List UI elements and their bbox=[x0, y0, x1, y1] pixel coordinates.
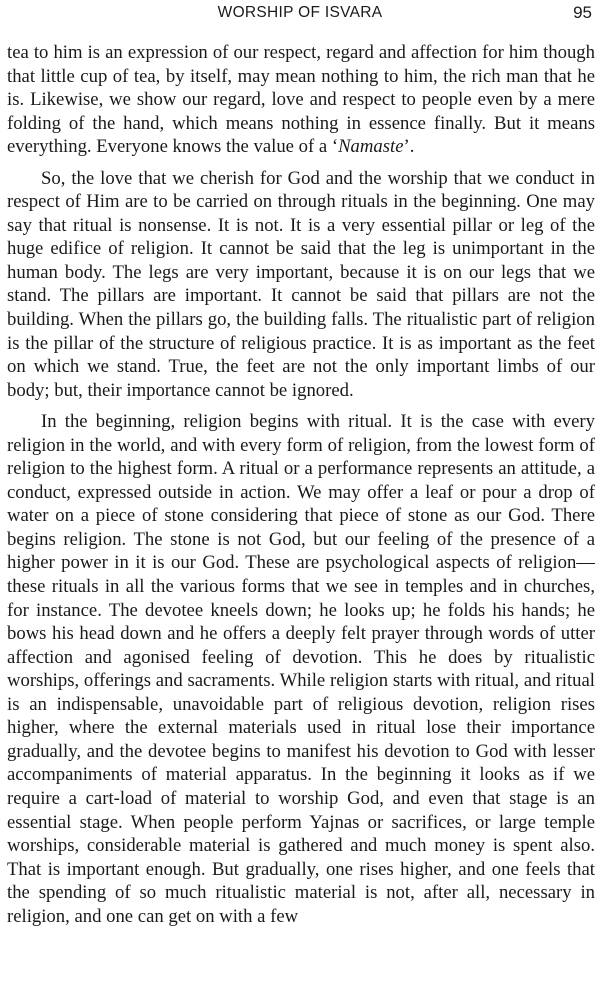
paragraph-text-end: ’. bbox=[403, 136, 415, 158]
page-number: 95 bbox=[573, 3, 592, 22]
running-title: WORSHIP OF ISVARA bbox=[217, 4, 383, 21]
running-header bbox=[0, 3, 600, 25]
paragraph: So, the love that we cherish for God and the worship that we conduct in respect of Him are to be carried on through rituals in the beginning. One may say that ritual is nonsense. It is not. It is a very essential pillar or leg of the huge edifice of religion. It cannot be said that the leg is unimportant in the human body. The legs are very important, because it is on our legs that we stand. The pillars are important. It cannot be said that pillars are not the building. When the pillars go, the building falls. The ritualistic part of religion is the pillar of the structure of religious practice. It is as important as the feet on which we stand. True, the feet are not the only important limbs of our body; but, their importance cannot be ignored. bbox=[7, 167, 595, 401]
body-text bbox=[7, 41, 595, 928]
paragraph-text: tea to him is an expression of our respect, regard and affection for him though that little cup of tea, by itself, may mean nothing to him, the rich man that he is. Likewise, we show our regard, love and respect to people even by a mere folding of the hand, which means nothing in essence finally. But it means everything. Everyone knows the value of a ‘ bbox=[7, 42, 595, 158]
paragraph-continued bbox=[7, 41, 595, 159]
emphasized-word: Namaste bbox=[338, 136, 404, 158]
paragraph: In the beginning, religion begins with ritual. It is the case with every religion in the world, and with every form of religion, from the lowest form of religion to the highest form. A ritual or a performance represents an attitude, a conduct, expressed outside in action. We may offer a leaf or pour a drop of water on a piece of stone considering that piece of stone as our God. There begins religion. The stone is not God, but our feeling of the presence of a higher power in it is our God. These are psychological aspects of religion—these rituals in all the various forms that we see in temples and in churches, for instance. The devotee kneels down; he looks up; he folds his hands; he bows his head down and he offers a deeply felt prayer through words of utter affection and agonised feeling of devotion. This he does by ritualistic worships, offerings and sacraments. While religion starts with ritual, and ritual is an indispensable, unavoidable part of religious devotion, religion rises higher, where the external materials used in ritual lose their importance gradually, and the devotee begins to manifest his devotion to God with lesser accompaniments of material apparatus. In the beginning it looks as if we require a cart-load of material to worship God, and even that stage is an essential stage. When people perform Yajnas or sacrifices, or large temple worships, considerable material is gathered and much money is spent also. That is important enough. But gradually, one rises higher, and one feels that the spending of so much ritualistic material is not, after all, necessary in religion, and one can get on with a few bbox=[7, 411, 595, 927]
